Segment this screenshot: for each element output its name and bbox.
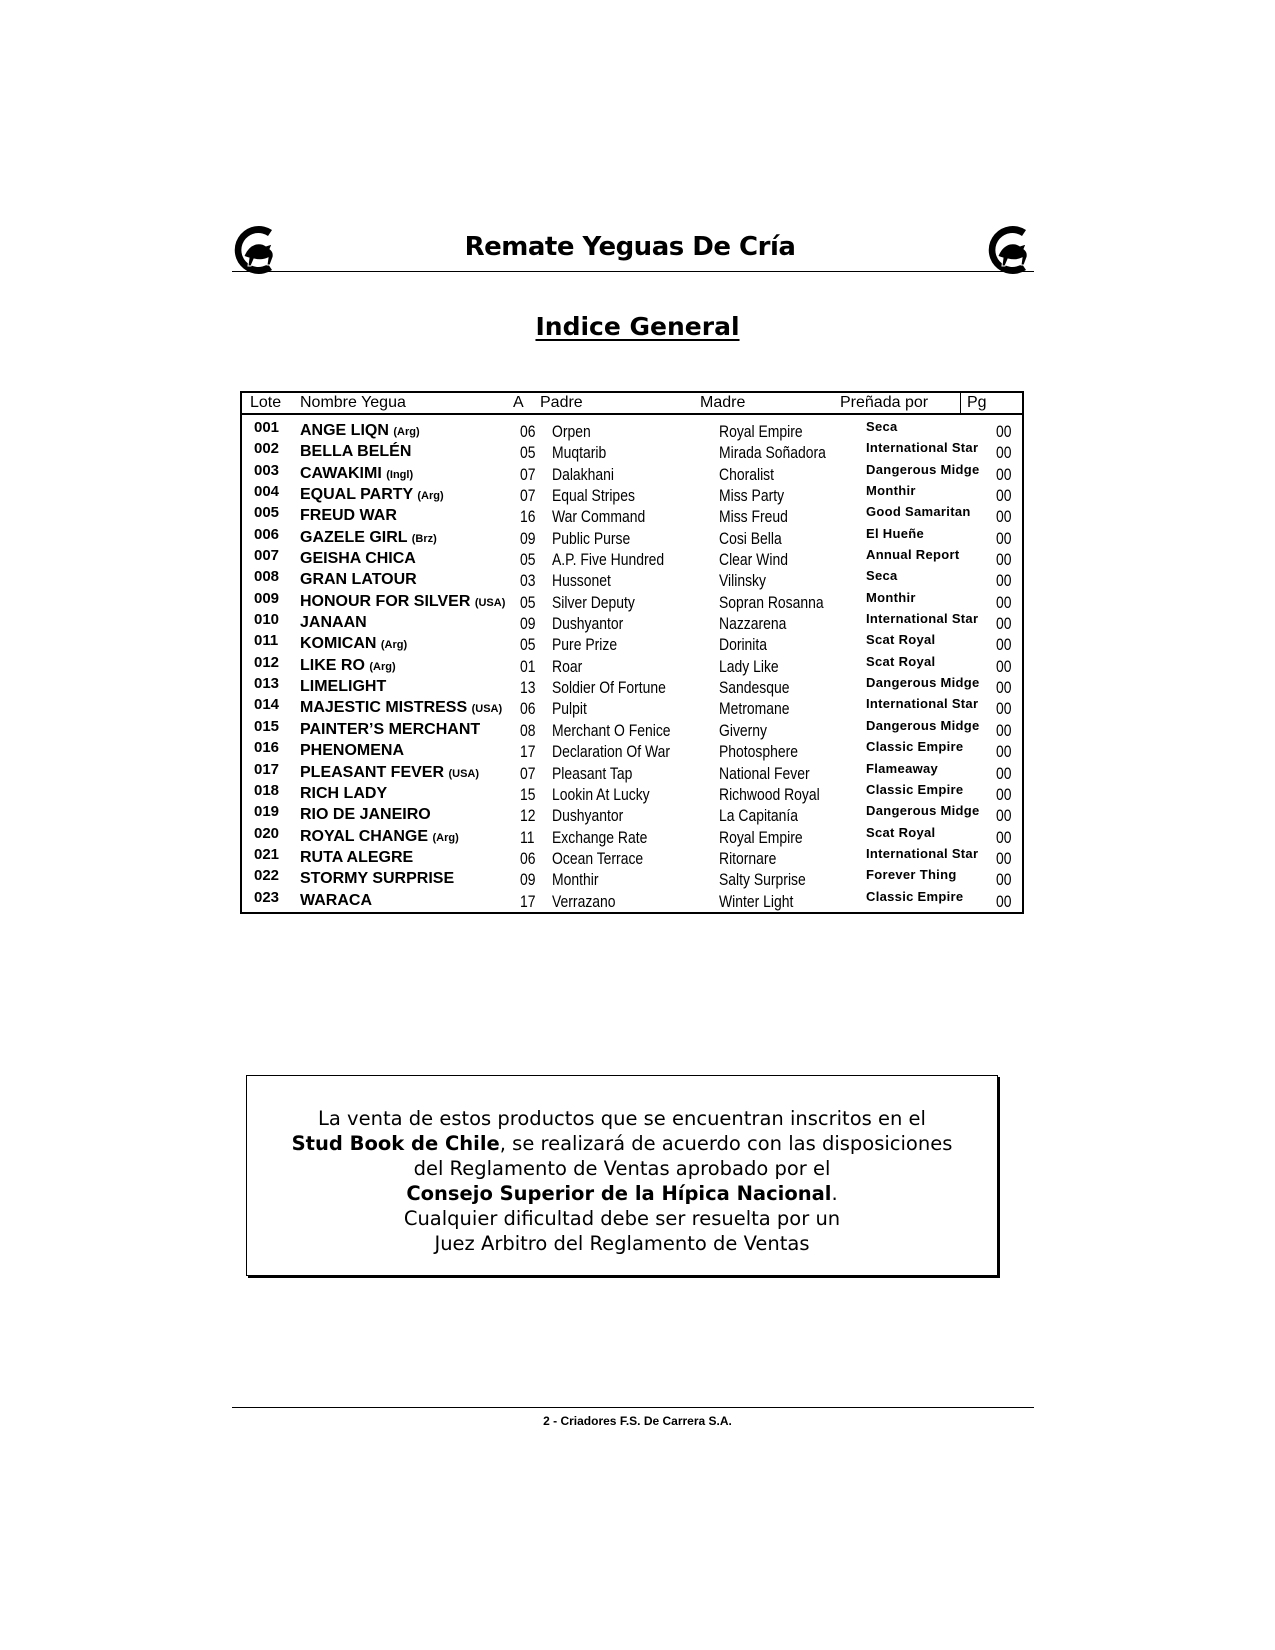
prenada-cell: Forever Thing — [866, 867, 957, 883]
logo-right — [982, 222, 1038, 278]
pg-cell: 00 — [996, 464, 1012, 484]
nombre-text: JANAAN — [300, 614, 367, 632]
origen-text: (Arg) — [432, 831, 459, 844]
logo-left — [228, 222, 284, 278]
table-row — [242, 568, 1022, 589]
pg-cell: 00 — [996, 528, 1012, 548]
nombre-cell — [300, 764, 479, 782]
padre-cell: A.P. Five Hundred — [552, 550, 665, 570]
nombre-text: ANGE LIQN — [300, 422, 389, 439]
lote-cell: 003 — [254, 461, 280, 479]
lote-cell: 015 — [254, 717, 280, 735]
nombre-text: GAZELE GIRL — [300, 528, 408, 546]
nombre-cell — [300, 486, 444, 504]
notice-line-4-rest: . — [831, 1182, 838, 1205]
nombre-cell — [300, 422, 420, 440]
pg-cell: 00 — [996, 571, 1012, 591]
notice-line-2 — [247, 1131, 997, 1156]
pg-cell: 00 — [996, 742, 1012, 762]
nombre-text: PLEASANT FEVER — [300, 763, 445, 781]
sale-notice — [246, 1075, 998, 1276]
origen-text: (Arg) — [380, 639, 408, 652]
madre-cell: Ritornare — [719, 848, 777, 868]
table-row — [242, 632, 1022, 653]
table-row — [242, 462, 1022, 483]
madre-cell: Miss Freud — [719, 507, 788, 527]
origen-text: (Ingl) — [386, 468, 414, 481]
madre-cell: Sopran Rosanna — [719, 592, 824, 612]
padre-cell: Public Purse — [552, 528, 631, 548]
prenada-cell: International Star — [866, 440, 979, 456]
madre-cell: Salty Surprise — [719, 870, 806, 890]
prenada-cell: Dangerous Midge — [866, 717, 980, 733]
padre-cell: Verrazano — [552, 891, 616, 911]
pg-cell: 00 — [996, 848, 1012, 868]
prenada-cell: Classic Empire — [866, 781, 964, 797]
prenada-cell: International Star — [866, 845, 979, 861]
nombre-cell — [300, 699, 502, 717]
padre-cell: Hussonet — [552, 571, 611, 591]
nombre-cell — [300, 849, 413, 867]
prenada-cell: Dangerous Midge — [866, 675, 980, 691]
nombre-text: ROYAL CHANGE — [300, 827, 429, 845]
pg-cell: 00 — [996, 550, 1012, 570]
table-row — [242, 867, 1022, 888]
madre-cell: Lady Like — [719, 656, 779, 676]
prenada-cell: Scat Royal — [866, 632, 936, 648]
prenada-cell: Classic Empire — [866, 739, 964, 755]
madre-cell: Vilinsky — [719, 571, 767, 591]
prenada-cell: Scat Royal — [866, 653, 936, 669]
madre-cell: National Fever — [719, 763, 810, 783]
edad-cell: 15 — [520, 784, 536, 804]
header-padre: Padre — [540, 394, 583, 411]
table-row — [242, 889, 1022, 910]
padre-cell: Declaration Of War — [552, 742, 671, 762]
pg-cell: 00 — [996, 656, 1012, 676]
header-pg: Pg — [967, 394, 987, 411]
edad-cell: 07 — [520, 464, 536, 484]
nombre-cell — [300, 550, 416, 568]
notice-stud-book: Stud Book de Chile — [291, 1132, 500, 1155]
nombre-cell — [300, 806, 431, 824]
prenada-cell: Classic Empire — [866, 888, 964, 904]
padre-cell: Orpen — [552, 422, 591, 441]
edad-cell: 17 — [520, 891, 536, 911]
madre-cell: Royal Empire — [719, 422, 803, 441]
origen-text: (Arg) — [393, 426, 420, 438]
nombre-cell — [300, 593, 505, 611]
nombre-text: RICH LADY — [300, 784, 388, 802]
nombre-text: LIMELIGHT — [300, 678, 387, 696]
lote-cell: 022 — [254, 867, 280, 885]
padre-cell: Pure Prize — [552, 635, 618, 655]
lote-cell: 014 — [254, 696, 280, 714]
page-header-title: Remate Yeguas De Cría — [464, 232, 796, 262]
lote-cell: 001 — [254, 419, 280, 436]
header-lote: Lote — [250, 394, 282, 411]
pg-cell: 00 — [996, 806, 1012, 826]
prenada-cell: Scat Royal — [866, 824, 936, 840]
nombre-text: GRAN LATOUR — [300, 571, 417, 589]
padre-cell: Silver Deputy — [552, 592, 635, 612]
nombre-cell — [300, 529, 437, 547]
header-divider-pg — [960, 393, 961, 415]
table-row — [242, 846, 1022, 867]
origen-text: (Brz) — [411, 532, 437, 545]
pg-cell: 00 — [996, 507, 1012, 527]
section-title — [0, 312, 1275, 341]
table-row — [242, 739, 1022, 760]
lote-cell: 010 — [254, 611, 280, 629]
pg-cell: 00 — [996, 486, 1012, 506]
prenada-cell: Seca — [866, 568, 898, 584]
table-row — [242, 440, 1022, 461]
prenada-cell: Good Samaritan — [866, 504, 971, 520]
lote-cell: 008 — [254, 568, 280, 586]
nombre-text: GEISHA CHICA — [300, 550, 416, 568]
edad-cell: 05 — [520, 592, 536, 612]
padre-cell: Muqtarib — [552, 443, 607, 463]
origen-text: (Arg) — [369, 660, 396, 673]
pg-cell: 00 — [996, 443, 1012, 463]
padre-cell: Pleasant Tap — [552, 763, 633, 783]
notice-line-1: La venta de estos productos que se encuentran inscritos en el — [318, 1107, 926, 1130]
edad-cell: 05 — [520, 635, 536, 655]
table-row — [242, 825, 1022, 846]
table-row — [242, 696, 1022, 717]
edad-cell: 06 — [520, 699, 536, 719]
nombre-text: RIO DE JANEIRO — [300, 806, 431, 824]
notice-line-2-rest: , se realizará de acuerdo con las disposiciones — [499, 1132, 953, 1155]
notice-consejo: Consejo Superior de la Hípica Nacional — [406, 1182, 832, 1205]
table-row — [242, 611, 1022, 632]
notice-line-4 — [247, 1181, 997, 1206]
table-row — [242, 761, 1022, 782]
edad-cell: 09 — [520, 614, 536, 634]
nombre-cell — [300, 828, 459, 846]
nombre-cell — [300, 678, 386, 696]
nombre-cell — [300, 571, 417, 589]
prenada-cell: Dangerous Midge — [866, 461, 980, 477]
padre-cell: Merchant O Fenice — [552, 720, 671, 740]
nombre-cell — [300, 443, 411, 461]
madre-cell: Mirada Soñadora — [719, 443, 826, 463]
nombre-cell — [300, 785, 387, 803]
padre-cell: Equal Stripes — [552, 486, 635, 506]
notice-line-6: Juez Arbitro del Reglamento de Ventas — [434, 1232, 810, 1255]
nombre-text: EQUAL PARTY — [300, 486, 413, 504]
lote-cell: 002 — [254, 440, 280, 458]
nombre-text: RUTA ALEGRE — [300, 848, 414, 866]
prenada-cell: International Star — [866, 611, 979, 627]
padre-cell: Dalakhani — [552, 464, 614, 484]
madre-cell: Metromane — [719, 699, 790, 719]
table-row — [242, 547, 1022, 568]
edad-cell: 05 — [520, 550, 536, 570]
padre-cell: Exchange Rate — [552, 827, 648, 847]
edad-cell: 17 — [520, 742, 536, 762]
pg-cell: 00 — [996, 891, 1012, 911]
header-a: A — [513, 394, 524, 411]
footer-text: 2 - Criadores F.S. De Carrera S.A. — [543, 1414, 732, 1428]
table-row — [242, 718, 1022, 739]
nombre-text: LIKE RO — [300, 656, 365, 674]
lote-cell: 012 — [254, 653, 280, 671]
madre-cell: Winter Light — [719, 891, 794, 911]
origen-text: (USA) — [471, 703, 503, 716]
madre-cell: Cosi Bella — [719, 528, 782, 548]
edad-cell: 07 — [520, 763, 536, 783]
pg-cell: 00 — [996, 784, 1012, 804]
lote-cell: 011 — [254, 632, 279, 650]
nombre-text: STORMY SURPRISE — [300, 870, 455, 888]
padre-cell: Lookin At Lucky — [552, 784, 650, 804]
padre-cell: Ocean Terrace — [552, 848, 644, 868]
lote-cell: 009 — [254, 589, 280, 607]
table-row — [242, 590, 1022, 611]
nombre-text: CAWAKIMI — [300, 464, 382, 482]
madre-cell: Miss Party — [719, 486, 785, 506]
prenada-cell: Monthir — [866, 483, 916, 499]
pg-cell: 00 — [996, 699, 1012, 719]
edad-cell: 11 — [520, 827, 535, 847]
madre-cell: Choralist — [719, 464, 775, 484]
nombre-cell — [300, 635, 407, 653]
table-body — [242, 419, 1022, 910]
edad-cell: 13 — [520, 678, 536, 698]
lote-cell: 017 — [254, 760, 280, 778]
nombre-cell — [300, 507, 397, 525]
madre-cell: Giverny — [719, 720, 768, 740]
table-row — [242, 654, 1022, 675]
padre-cell: Roar — [552, 656, 583, 676]
prenada-cell: International Star — [866, 696, 979, 712]
header-prenada: Preñada por — [840, 394, 929, 411]
nombre-cell — [300, 721, 480, 739]
edad-cell: 07 — [520, 486, 536, 506]
origen-text: (Arg) — [417, 490, 444, 503]
lote-cell: 004 — [254, 483, 280, 501]
lote-cell: 005 — [254, 504, 280, 522]
lote-cell: 007 — [254, 547, 280, 565]
lote-cell: 023 — [254, 888, 280, 906]
notice-line-3: del Reglamento de Ventas aprobado por el — [413, 1157, 831, 1180]
table-row — [242, 483, 1022, 504]
nombre-text: PHENOMENA — [300, 742, 405, 760]
edad-cell: 08 — [520, 720, 536, 740]
nombre-text: BELLA BELÉN — [300, 443, 412, 461]
nombre-cell — [300, 870, 454, 888]
prenada-cell: El Hueñe — [866, 525, 925, 541]
table-header — [242, 393, 1022, 415]
madre-cell: Royal Empire — [719, 827, 803, 847]
madre-cell: Sandesque — [719, 678, 790, 698]
padre-cell: War Command — [552, 507, 646, 527]
pg-cell: 00 — [996, 678, 1012, 698]
pg-cell: 00 — [996, 635, 1012, 655]
edad-cell: 03 — [520, 571, 536, 591]
nombre-cell — [300, 614, 367, 632]
index-table — [240, 391, 1024, 914]
edad-cell: 09 — [520, 870, 536, 890]
padre-cell: Monthir — [552, 870, 599, 890]
section-title-text: Indice General — [535, 312, 740, 341]
nombre-text: WARACA — [300, 891, 372, 909]
madre-cell: Nazzarena — [719, 614, 787, 634]
edad-cell: 01 — [520, 656, 536, 676]
edad-cell: 16 — [520, 507, 536, 527]
edad-cell: 05 — [520, 443, 536, 463]
lote-cell: 019 — [254, 803, 280, 821]
pg-cell: 00 — [996, 763, 1012, 783]
madre-cell: Photosphere — [719, 742, 799, 762]
madre-cell: Dorinita — [719, 635, 768, 655]
footer-divider — [232, 1407, 1034, 1408]
pg-cell: 00 — [996, 614, 1012, 634]
nombre-cell — [300, 465, 413, 483]
lote-cell: 020 — [254, 824, 280, 842]
madre-cell: Clear Wind — [719, 550, 788, 570]
pg-cell: 00 — [996, 720, 1012, 740]
lote-cell: 021 — [254, 845, 280, 863]
prenada-cell: Flameaway — [866, 760, 939, 776]
prenada-cell: Seca — [866, 419, 898, 434]
table-row — [242, 526, 1022, 547]
padre-cell: Dushyantor — [552, 806, 624, 826]
nombre-text: FREUD WAR — [300, 507, 397, 525]
header-nombre: Nombre Yegua — [300, 394, 406, 411]
prenada-cell: Dangerous Midge — [866, 803, 980, 819]
table-row — [242, 675, 1022, 696]
lote-cell: 016 — [254, 739, 280, 757]
nombre-text: KOMICAN — [300, 635, 377, 653]
prenada-cell: Monthir — [866, 589, 916, 605]
table-row — [242, 419, 1022, 440]
pg-cell: 00 — [996, 422, 1012, 441]
edad-cell: 06 — [520, 422, 536, 441]
nombre-cell — [300, 892, 372, 910]
edad-cell: 12 — [520, 806, 536, 826]
padre-cell: Soldier Of Fortune — [552, 678, 666, 698]
header-divider — [232, 271, 1034, 272]
nombre-cell — [300, 657, 396, 675]
madre-cell: Richwood Royal — [719, 784, 820, 804]
nombre-text: PAINTER’S MERCHANT — [300, 720, 481, 738]
pg-cell: 00 — [996, 827, 1012, 847]
edad-cell: 09 — [520, 528, 536, 548]
nombre-cell — [300, 742, 404, 760]
header-madre: Madre — [700, 394, 746, 411]
origen-text: (USA) — [474, 596, 506, 609]
madre-cell: La Capitanía — [719, 806, 799, 826]
prenada-cell: Annual Report — [866, 547, 960, 563]
pg-cell: 00 — [996, 870, 1012, 890]
lote-cell: 018 — [254, 781, 280, 799]
pg-cell: 00 — [996, 592, 1012, 612]
padre-cell: Pulpit — [552, 699, 587, 719]
notice-line-5: Cualquier dificultad debe ser resuelta por un — [403, 1207, 841, 1230]
table-row — [242, 803, 1022, 824]
nombre-text: MAJESTIC MISTRESS — [300, 699, 468, 717]
nombre-text: HONOUR FOR SILVER — [300, 592, 471, 610]
lote-cell: 013 — [254, 675, 280, 693]
lote-cell: 006 — [254, 525, 280, 543]
edad-cell: 06 — [520, 848, 536, 868]
table-row — [242, 782, 1022, 803]
table-row — [242, 504, 1022, 525]
padre-cell: Dushyantor — [552, 614, 624, 634]
origen-text: (USA) — [448, 767, 480, 780]
